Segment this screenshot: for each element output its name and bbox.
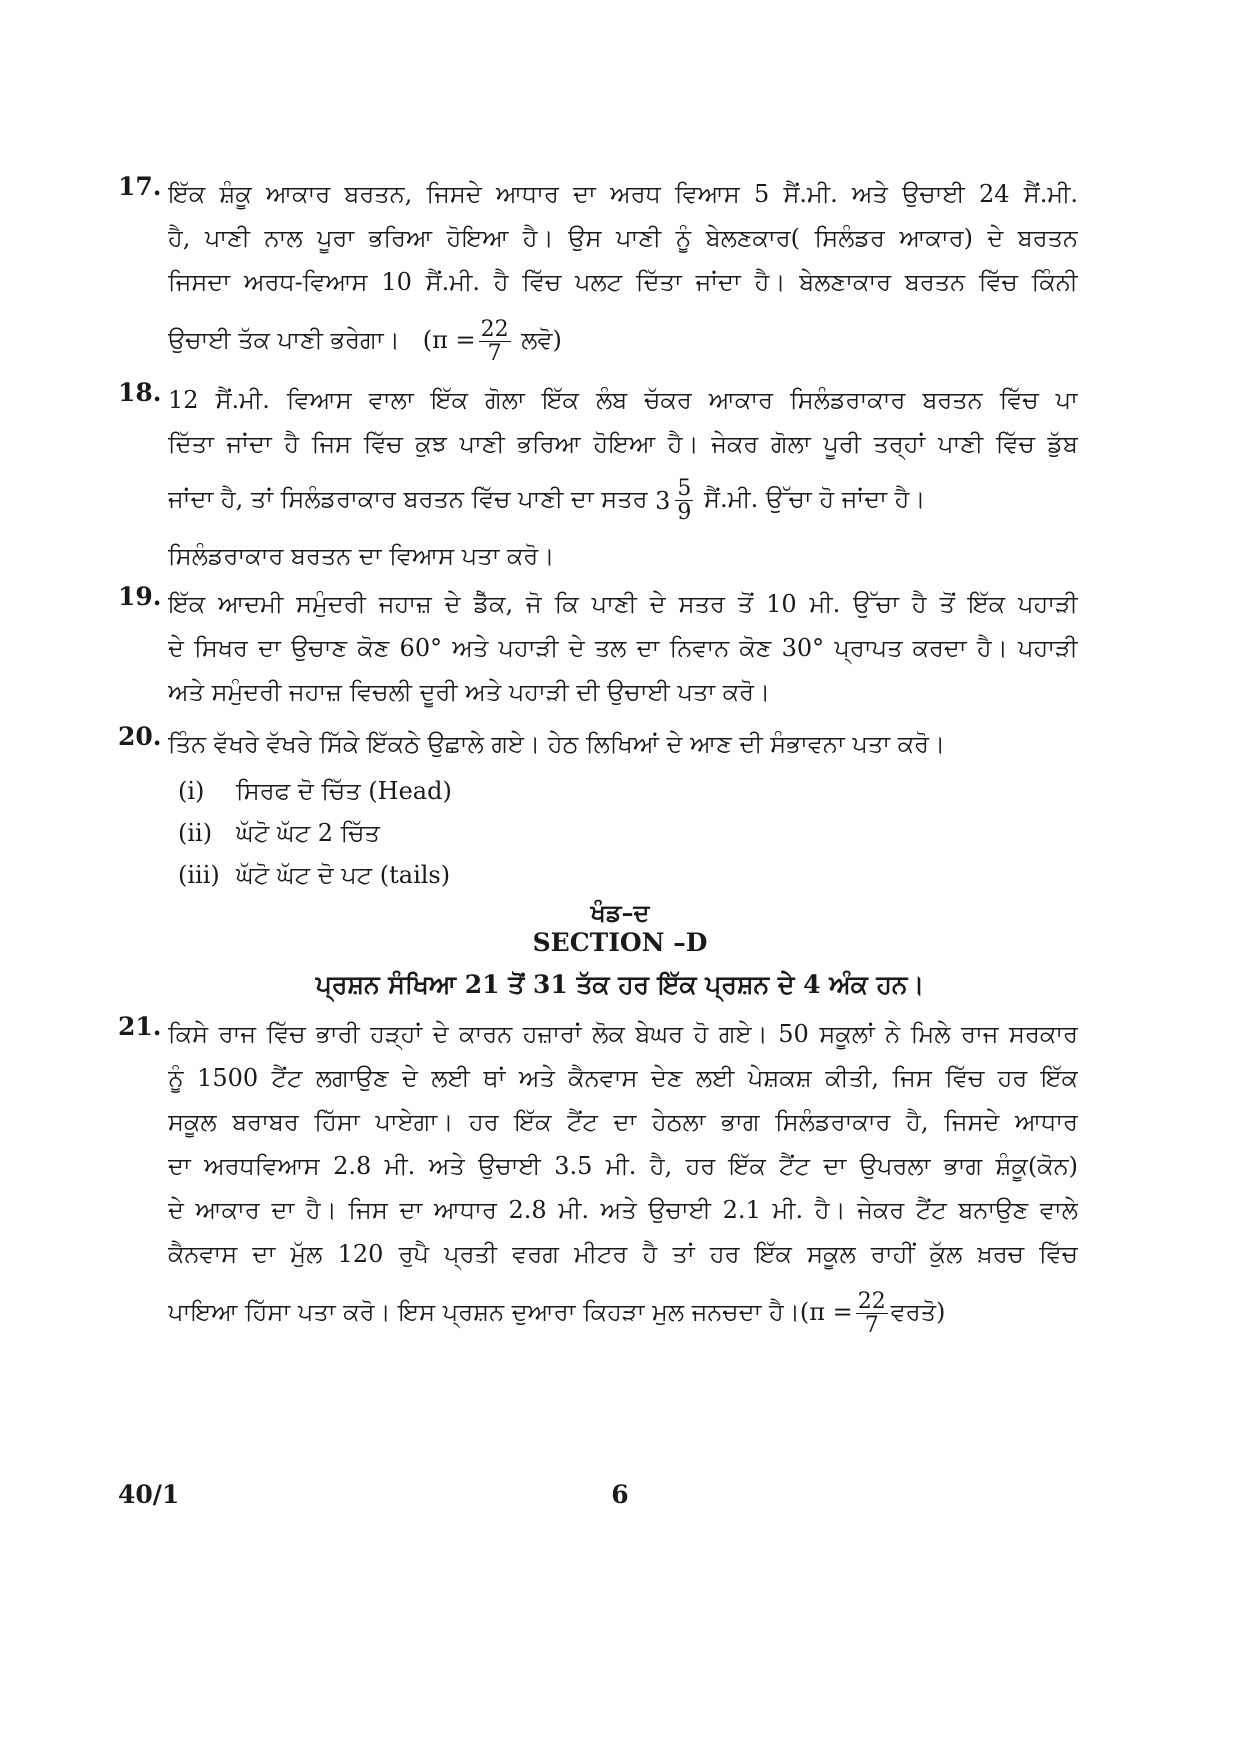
line-text: ਸੈਂ.ਮੀ. ਉੱਚਾ ਹੋ ਜਾਂਦਾ ਹੈ। [704, 485, 926, 513]
sub-question [178, 854, 1078, 896]
question-19 [118, 582, 1078, 714]
paper-code: 40/1 [118, 1480, 180, 1509]
question-text [168, 1012, 1078, 1342]
text-line: ਹੈ, ਪਾਣੀ ਨਾਲ ਪੂਰਾ ਭਰਿਆ ਹੋਇਆ ਹੈ। ਉਸ ਪਾਣੀ ਨੂੰ ਬੇਲਣਕਾਰ( ਸਿਲੰਡਰ ਆਕਾਰ) ਦੇ ਬਰਤਨ [168, 224, 1078, 252]
text-line: ਦੇ ਸਿਖਰ ਦਾ ਉਚਾਣ ਕੋਣ 60° ਅਤੇ ਪਹਾੜੀ ਦੇ ਤਲ ਦਾ ਨਿਵਾਨ ਕੋਣ 30° ਪ੍ਰਾਪਤ ਕਰਦਾ ਹੈ। ਪਹਾੜੀ [168, 634, 1078, 662]
sub-question [178, 770, 1078, 812]
mixed-fraction [655, 468, 696, 534]
question-20 [118, 722, 1078, 896]
fraction [675, 477, 693, 524]
line-text: ਪਾਇਆ ਹਿੱਸਾ ਪਤਾ ਕਰੋ। ਇਸ ਪ੍ਰਸ਼ਨ ਦੁਆਰਾ ਕਿਹੜਾ ਮੁਲ ਜਨਚਦਾ ਹੈ। [168, 1298, 800, 1326]
question-number: 18. [118, 378, 162, 407]
text-line: ਜਿਸਦਾ ਅਰਧ-ਵਿਆਸ 10 ਸੈਂ.ਮੀ. ਹੈ ਵਿੱਚ ਪਲਟ ਦਿੱਤਾ ਜਾਂਦਾ ਹੈ। ਬੇਲਣਾਕਾਰ ਬਰਤਨ ਵਿੱਚ ਕਿੰਨੀ [168, 268, 1078, 296]
sub-question-text: ਸਿਰਫ ਦੋ ਚਿੱਤ (Head) [236, 777, 452, 805]
question-21 [118, 1012, 1078, 1342]
question-text [168, 172, 1078, 370]
text-line: 12 ਸੈਂ.ਮੀ. ਵਿਆਸ ਵਾਲਾ ਇੱਕ ਗੋਲਾ ਇੱਕ ਲੰਬ ਚੱਕਰ ਆਕਾਰ ਸਿਲੰਡਰਾਕਾਰ ਬਰਤਨ ਵਿੱਚ ਪਾ [168, 386, 1078, 414]
question-text [168, 378, 1078, 578]
sub-question-numeral: (ii) [178, 819, 213, 847]
question-number: 20. [118, 722, 162, 751]
sub-question-text: ਘੱਟੋ ਘੱਟ 2 ਚਿੱਤ [236, 819, 380, 847]
sub-question [178, 812, 1078, 854]
text-line: ਸਕੂਲ ਬਰਾਬਰ ਹਿੱਸਾ ਪਾਏਗਾ। ਹਰ ਇੱਕ ਟੈਂਟ ਦਾ ਹੇਠਲਾ ਭਾਗ ਸਿਲੰਡਰਾਕਾਰ ਹੈ, ਜਿਸਦੇ ਆਧਾਰ [168, 1108, 1078, 1136]
line-text: ਜਾਂਦਾ ਹੈ, ਤਾਂ ਸਿਲੰਡਰਾਕਾਰ ਬਰਤਨ ਵਿੱਚ ਪਾਣੀ ਦਾ ਸਤਰ [168, 485, 648, 513]
text-line [168, 466, 1078, 534]
section-title-punjabi: ਖੰਡ–ਦ [590, 898, 650, 927]
fraction [479, 318, 511, 365]
question-17 [118, 172, 1078, 370]
question-number: 19. [118, 582, 162, 611]
line-text: ਉਚਾਈ ਤੱਕ ਪਾਣੀ ਭਰੇਗਾ। [168, 326, 400, 354]
text-line: ਕੈਨਵਾਸ ਦਾ ਮੁੱਲ 120 ਰੁਪੈ ਪ੍ਰਤੀ ਵਰਗ ਮੀਟਰ ਹੈ ਤਾਂ ਹਰ ਇੱਕ ਸਕੂਲ ਰਾਹੀਂ ਕੁੱਲ ਖ਼ਰਚ ਵਿੱਚ [168, 1240, 1078, 1268]
sub-question-numeral: (iii) [178, 861, 220, 889]
text-line: ਦਿੱਤਾ ਜਾਂਦਾ ਹੈ ਜਿਸ ਵਿੱਚ ਕੁਝ ਪਾਣੀ ਭਰਿਆ ਹੋਇਆ ਹੈ। ਜੇਕਰ ਗੋਲਾ ਪੂਰੀ ਤਰ੍ਹਾਂ ਪਾਣੀ ਵਿੱਚ ਡੁੱਬ [168, 430, 1078, 458]
pi-label: (π = [799, 1298, 853, 1326]
fraction-numerator: 22 [480, 316, 509, 342]
fraction-denominator: 7 [487, 341, 502, 366]
text-line: ਸਿਲੰਡਰਾਕਾਰ ਬਰਤਨ ਦਾ ਵਿਆਸ ਪਤਾ ਕਰੋ। [168, 541, 555, 570]
page-number: 6 [611, 1480, 629, 1509]
section-title-english: SECTION –D [532, 928, 708, 957]
text-line: ਦੇ ਆਕਾਰ ਦਾ ਹੈ। ਜਿਸ ਦਾ ਆਧਾਰ 2.8 ਮੀ. ਅਤੇ ਉਚਾਈ 2.1 ਮੀ. ਹੈ। ਜੇਕਰ ਟੈਂਟ ਬਨਾਉਣ ਵਾਲੇ [168, 1196, 1078, 1224]
text-line [168, 310, 1078, 370]
question-text [168, 582, 1078, 714]
pi-label: (π = [422, 326, 476, 354]
text-line: ਤਿੰਨ ਵੱਖਰੇ ਵੱਖਰੇ ਸਿੱਕੇ ਇੱਕਠੇ ਉਛਾਲੇ ਗਏ। ਹੇਠ ਲਿਖਿਆਂ ਦੇ ਆਣ ਦੀ ਸੰਭਾਵਨਾ ਪਤਾ ਕਰੋ। [168, 730, 946, 758]
fraction-numerator: 5 [677, 475, 692, 501]
question-number: 17. [118, 172, 162, 201]
line-text: ਲਵੋ) [521, 326, 562, 354]
text-line: ਕਿਸੇ ਰਾਜ ਵਿੱਚ ਭਾਰੀ ਹੜ੍ਹਾਂ ਦੇ ਕਾਰਨ ਹਜ਼ਾਰਾਂ ਲੋਕ ਬੇਘਰ ਹੋ ਗਏ। 50 ਸਕੂਲਾਂ ਨੇ ਮਿਲੇ ਰਾਜ ਸਰਕਾਰ [168, 1020, 1078, 1048]
question-18 [118, 378, 1078, 578]
question-number: 21. [118, 1012, 162, 1041]
text-line: ਅਤੇ ਸਮੁੰਦਰੀ ਜਹਾਜ਼ ਵਿਚਲੀ ਦੂਰੀ ਅਤੇ ਪਹਾੜੀ ਦੀ ਉਚਾਈ ਪਤਾ ਕਰੋ। [168, 678, 771, 706]
text-line: ਇੱਕ ਆਦਮੀ ਸਮੁੰਦਰੀ ਜਹਾਜ਼ ਦੇ ਡੈੱਕ, ਜੋ ਕਿ ਪਾਣੀ ਦੇ ਸਤਰ ਤੋਂ 10 ਮੀ. ਉੱਚਾ ਹੈ ਤੋਂ ਇੱਕ ਪਹਾੜੀ [168, 590, 1078, 618]
text-line: ਇੱਕ ਸ਼ੰਕੂ ਆਕਾਰ ਬਰਤਨ, ਜਿਸਦੇ ਆਧਾਰ ਦਾ ਅਰਧ ਵਿਆਸ 5 ਸੈਂ.ਮੀ. ਅਤੇ ਉਚਾਈ 24 ਸੈਂ.ਮੀ. [168, 180, 1078, 208]
question-text [168, 722, 1078, 766]
sub-question-numeral: (i) [178, 777, 205, 805]
text-line [168, 1282, 1078, 1342]
text-line: ਨੂੰ 1500 ਟੈਂਟ ਲਗਾਉਣ ਦੇ ਲਈ ਥਾਂ ਅਤੇ ਕੈਨਵਾਸ ਦੇਣ ਲਈ ਪੇਸ਼ਕਸ਼ ਕੀਤੀ, ਜਿਸ ਵਿੱਚ ਹਰ ਇੱਕ [168, 1064, 1078, 1092]
fraction-denominator: 7 [864, 1313, 879, 1338]
fraction-denominator: 9 [677, 500, 692, 525]
fraction-numerator: 22 [857, 1288, 886, 1314]
section-instruction: ਪ੍ਰਸ਼ਨ ਸੰਖਿਆ 21 ਤੋਂ 31 ਤੱਕ ਹਰ ਇੱਕ ਪ੍ਰਸ਼ਨ ਦੇ 4 ਅੰਕ ਹਨ। [315, 970, 925, 999]
sub-question-list [178, 770, 1078, 896]
line-text: ਵਰਤੋ) [890, 1298, 946, 1326]
mixed-whole: 3 [655, 486, 671, 515]
text-line: ਦਾ ਅਰਧਵਿਆਸ 2.8 ਮੀ. ਅਤੇ ਉਚਾਈ 3.5 ਮੀ. ਹੈ, ਹਰ ਇੱਕ ਟੈਂਟ ਦਾ ਉਪਰਲਾ ਭਾਗ ਸ਼ੰਕੂ(ਕੋਨ) [168, 1152, 1078, 1180]
fraction [856, 1290, 888, 1337]
sub-question-text: ਘੱਟੋ ਘੱਟ ਦੋ ਪਟ (tails) [236, 861, 451, 889]
